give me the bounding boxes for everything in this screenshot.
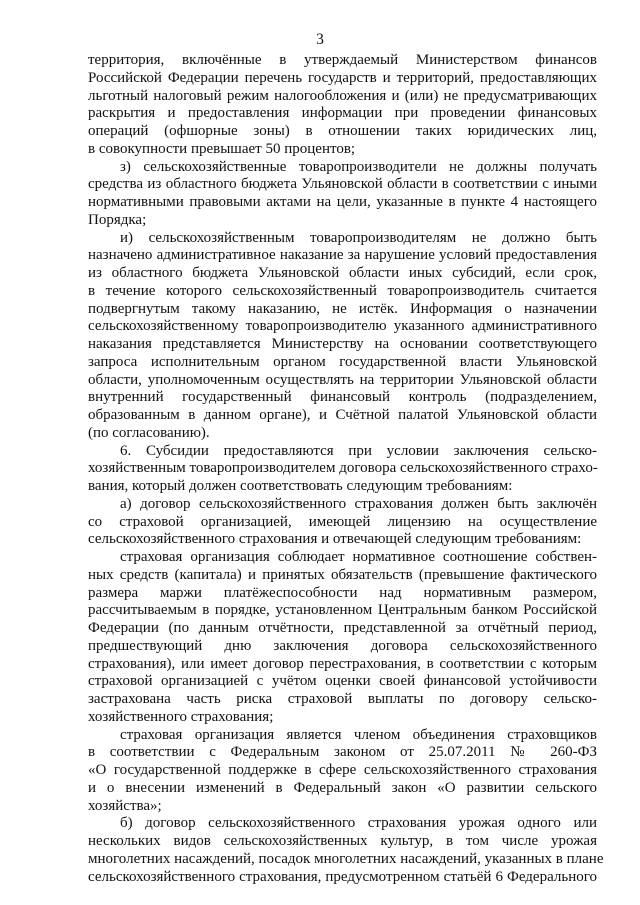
text-line: сельскохозяйственному товаропроизводителю указанного административного — [88, 318, 597, 335]
text-line: из областного бюджета Ульяновской области иных субсидий, если срок, — [88, 265, 597, 281]
text-line: Федерации (по данным отчётности, представленной за отчётный период, — [88, 620, 597, 636]
text-line: «О государственной поддержке в сфере сельскохозяйственного страхования — [88, 762, 597, 778]
text-line: б) договор сельскохозяйственного страхования урожая одного или — [120, 815, 597, 832]
text-line: (по согласованию). — [88, 424, 210, 441]
document-body — [88, 52, 604, 886]
text-line: запроса исполнительным органом государственной власти Ульяновской — [88, 353, 597, 370]
text-line: средства из областного бюджета Ульяновской области в соответствии с иными — [88, 176, 597, 193]
text-line: наказания представляется Министерству на основании соответствующего — [88, 336, 597, 352]
text-line: территория, включённые в утверждаемый Министерством финансов — [88, 52, 597, 68]
text-line: внутренний государственный финансовый контроль (подразделением, — [88, 389, 597, 406]
page-number: 3 — [316, 31, 324, 48]
text-line: размера маржи платёжеспособности над нормативным размером, — [88, 584, 597, 601]
text-line: а) договор сельскохозяйственного страхования должен быть заключён — [120, 495, 597, 512]
text-line: страховая организация является членом объединения страховщиков — [120, 726, 597, 743]
text-line: нормативными правовыми актами на цели, указанные в пункте 4 настоящего — [88, 194, 597, 210]
text-line: нескольких видов сельскохозяйственных культур, в том числе урожая — [88, 833, 597, 849]
text-line: хозяйственного страхования; — [88, 708, 274, 725]
text-line: сельскохозяйственного страхования и отвечающей следующим требованиям: — [88, 531, 582, 548]
text-line: 6. Субсидии предоставляются при условии заключения сельско- — [120, 442, 597, 459]
text-line: страховой организацией с учётом оценки своей финансовой устойчивости — [88, 673, 597, 690]
text-line: со страховой организацией, имеющей лицензию на осуществление — [88, 513, 597, 530]
text-line: операций (офшорные зоны) в отношении таких юридических лиц, — [88, 123, 597, 139]
text-line: предшествующий дню заключения договора сельскохозяйственного — [88, 637, 597, 654]
text-line: и о внесении изменений в Федеральный закон «О развитии сельского — [88, 779, 597, 796]
text-line: застрахована часть риска страховой выплаты по договору сельско- — [88, 691, 597, 707]
text-line: Порядка; — [88, 211, 147, 228]
text-line: сельскохозяйственного страхования, предусмотренном статьёй 6 Федерального — [88, 868, 597, 885]
text-line: страховая организация соблюдает нормативное соотношение собствен- — [120, 549, 597, 565]
text-line: хозяйства»; — [88, 797, 162, 814]
text-line: и) сельскохозяйственным товаропроизводителям не должно быть — [120, 229, 597, 246]
text-line: льготный налоговый режим налогообложения и (или) не предусматривающих — [88, 87, 597, 104]
text-line: рассчитываемым в порядке, установленном Центральным банком Российской — [88, 602, 597, 619]
text-line: области, уполномоченным осуществлять на территории Ульяновской области — [88, 371, 597, 388]
text-line: в совокупности превышает 50 процентов; — [88, 140, 356, 157]
text-line: страхования), или имеет договор перестрахования, в соответствии с которым — [88, 655, 597, 672]
text-line: хозяйственным товаропроизводителем договора сельскохозяйственного страхо- — [88, 460, 598, 477]
text-line: з) сельскохозяйственные товаропроизводители не должны получать — [120, 158, 597, 175]
text-line: образованным в данном органе), и Счётной палатой Ульяновской области — [88, 407, 597, 423]
text-line: назначено административное наказание за нарушение условий предоставления — [88, 247, 597, 264]
text-line: подвергнутым такому наказанию, не истёк. Информация о назначении — [88, 300, 597, 317]
text-line: Российской Федерации перечень государств и территорий, предоставляющих — [88, 69, 597, 86]
text-line: вания, который должен соответствовать следующим требованиям: — [88, 478, 513, 494]
text-line: многолетних насаждений, посадок многолетних насаждений, указанных в плане — [88, 850, 604, 867]
text-line: раскрытия и предоставления информации при проведении финансовых — [88, 105, 597, 122]
text-line: в течение которого сельскохозяйственный товаропроизводитель считается — [88, 282, 597, 299]
text-line: ных средств (капитала) и принятых обязательств (превышение фактического — [88, 566, 597, 583]
text-line: в соответствии с Федеральным законом от 25.07.2011 № 260-ФЗ — [88, 744, 597, 761]
